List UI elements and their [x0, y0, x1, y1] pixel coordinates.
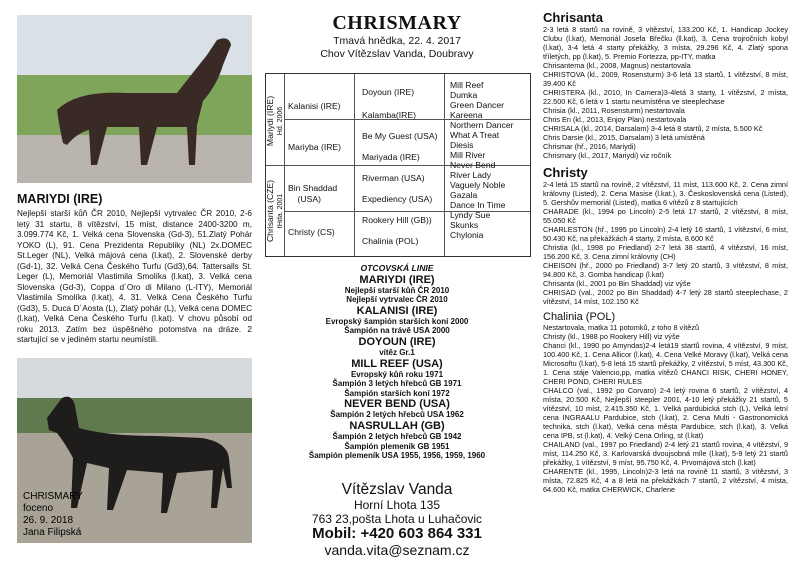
g3-0: Doyoun (IRE) [362, 87, 415, 97]
christy-text: 2-4 letá 15 startů na rovině, 2 vítězství, 11 míst, 113.600 Kč, 2. Cena zimní královny (Listed), 2. Cena Masise (l.kat.), 3. Československá cena (Listed), 5. Gershův memoriál (Listed), matka 6 vítězů z 8 startujících [543, 180, 788, 207]
left-text-block [17, 192, 252, 346]
contact-email[interactable]: vanda.vita@seznam.cz [324, 542, 470, 558]
g2-3: Christy (CS) [288, 227, 335, 237]
sire-line: OTCOVSKÁ LINIE MARIYDI (IRE) Nejlepší starší kůň ČR 2010 Nejlepší vytrvalec ČR 2010 KALANISI (IRE) Evropský šampión starších koní 2000 Šampión na trávě USA 2000 DOYOUN (IRE) vítěz Gr.1 MILL REEF (USA) Evropský kůň roku 1971 Šampión 3 letých hřebců GB 1971 Šampión starších koní 1972 NEVER BEND (USA) Šampión 2 letých hřebců USA 1962 NASRULLAH (GB) Šampión 2 letých hřebců GB 1942 Šampión plemeník GB 1951 Šampión plemeník USA 1955, 1956, 1959, 1960 [262, 264, 532, 461]
christy-offspring: CHARADE (kl., 1994 po Lincoln) 2-5 letá 17 startů, 2 vítězství, 8 míst, 55.050 Kč CHARLESTON (hř., 1995 po Lincoln) 2-4 letý 16 startů, 1 vítězství, 6 míst, 50.430 Kč, na překážkách 4 starty, 2 místa, 8.600 Kč Christia (kl., 1998 po Friedland) 2-7 letá 38 startů, 4 vítězství, 16 míst, 156.200 Kč, 3. Cena zimní královny (CH) CHEISON (hř., 2000 po Friedland) 3-7 letý 20 startů, 3 vítězství, 8 míst, 94.800 Kč, 3. Gomba handicap (l.kat) Chrisanta (kl., 2001 po Bin Shaddad) viz výše CHRISAD (val., 2002 po Bin Shaddad) 4-7 letý 28 startů steeplechase, 2 vítězství, 14 míst, 102.150 Kč [543, 207, 788, 306]
left-body: Nejlepší starší kůň ČR 2010, Nejlepší vytrvalec ČR 2010, 2-6 letý 31 startu, 8 vítězství, 15 míst, distance 2400-3200 m, 3.099.774 Kč, 1. Velká cena Slovenska (Gd-3), 51.Zlatý Pohár YOKO (L), 91. Cena Prezidenta Republiky (NL) 2x.DOMEC St.Leger (NL), Velká májová cena (l.kat), 2. Slovenské derby (Gd-1), 32. Velká Cena Českého Turfu (Gd3),64. Tattersalls St. Leger (L), Memoriál Vlastimila Smolíka (l.kat), 3. Velká cena Slovenska (Gd-3), Coppa d´Oro di Milano (L-ITY), Memoriál Vlastimila Smolíka (l.kat), 4. 31. Velká Cena Českého Turfu (Gd3), 5. Duca D´Aosta (L), Zlatý pohár (L), Velká cena DOMEC (l.kat), Velká Cena Českého Turfu (l.kat). V chovu působí od roku 2013. Zatím bez úspěšného potomstva na dráze. 2 startující se v jediném startu neumístili. [17, 209, 252, 344]
horse-photo-bottom [17, 358, 252, 543]
caption-name: CHRISMARY [23, 491, 83, 502]
sire-line-label: OTCOVSKÁ LINIE [360, 263, 434, 273]
g3-4: Riverman (USA) [362, 173, 425, 183]
contact-name: Vítězslav Vanda [341, 481, 453, 498]
contact-mobile: Mobil: +420 603 864 331 [312, 525, 482, 542]
chrisanta-offspring: Chrisantema (kl., 2008, Magnus) nestartovala CHRISTOVA (kl., 2009, Rosensturm) 3-6 letá 13 startů, 1 vítězství, 8 míst, 39.400 Kč CHRISTERA (kl., 2010, In Camera)3-4letá 3 starty, 1 vítězství, 2 místa, 22.500 Kč, 6 letá v 1 startu neumístěna ve steeplechase Chrisia (kl., 2011, Rosensturm) nestartovala Chris En (kl., 2013, Enjoy Plan) nestartovala CHRISALA (kl., 2014, Darsalam) 3-4 letá 8 startů, 2 místa, 5.500 Kč Chris Darsie (kl., 2015, Darsalam) 3 letá umístěná Chrismar (hř., 2016, Mariydi) Chrismary (kl., 2017, Mariydi) viz ročník [543, 61, 788, 160]
caption-author: Jana Filipská [23, 527, 82, 538]
g2-1: Mariyba (IRE) [288, 142, 342, 152]
center-header [262, 12, 532, 61]
photo-caption [23, 491, 83, 539]
pedigree-table [265, 73, 531, 257]
chalinia-heading: Chalinia (POL) [543, 311, 616, 323]
contact-block [262, 481, 532, 558]
contact-address2: 763 23,pošta Lhota u Luhačovic [311, 512, 483, 526]
right-column [543, 10, 788, 494]
chalinia-offspring: Christy (kl., 1988 po Rookery Hill) viz výše Chanci (kl., 1990 po Amyndas)2-4 letá19 startů rovina, 4 vítězství, 9 míst, 100.400 Kč, 1. Cena Allicor (l.kat), 4. Cena Velké Moravy (l.kat), Velká cena Microsoftu (l.kat), 5-8 letá 15 startů překážky, 2 vítězství, 5 míst, 43.300 Kč, 1. Cena stáje Valencio,pp, matka vítězů CHANCI RISK, CHERI HONEY, CHERI POND, CHERI RULES CHALCO (val., 1992 po Corvaro) 2-4 letý rovina 6 startů, 2 vítězství, 4 místa, 20.500 Kč, Nejlepší steepler 2001, 4-10 letý překážky 21 startů, 5 vítězství, 10 míst, 2.415.350 Kč, 1. Velká pardubická stch (L), Velká letní cena INGRAALU Pardubice, stch (l.kat), 2. Cena Multi - Gastronomická technika, stch (l.kat), Velká cena města Pardubice, stch (l.kat), 3. Velká cena IPB, st (l.kat), 4. Velký Cena Orling, st (l.kat) CHAILAND (val., 1997 po Friedland) 2-4 letý 21 startů rovina, 4 vítězství, 9 míst, 114.250 Kč, 3. Karlovarská dvoujsobná míle (l.kat), 5-9 letý 21 startů překážky, 1 vítězství, 9 míst, 95.750 Kč, 4. Prvomájová stch (l.kat) CHARENTE (kl., 1995, Lincoln)2-3 letá na rovině 11 startů, 3 vítězství, 3 místa, 72.825 Kč, 4 a 8 letá na překážkách 7 startů, 2 vítězství, 4 místa, 64.600 Kč, matka CHERWICK, Charlene [543, 332, 788, 494]
caption-date: 26. 9. 2018 [23, 515, 74, 526]
dam-label: Chrisanta (CZE) tHda. 2001 [265, 179, 284, 243]
contact-address1: Horní Lhota 135 [353, 498, 441, 512]
g2-2: Bin Shaddad (USA) [288, 183, 338, 204]
chrisanta-text: 2-3 letá 8 startů na rovině, 3 vítězství, 133.200 Kč, 1. Handicap Jockey Clubu (l.kat), Memoriál Josefa Břečku (ll.kat), 3. Cena trojročních kobyl (l.kat), 3-4 letá 4 starty překážky, 3 místa, 29.296 Kč, 4. Zlatý spona tříletých, pp (l.kat), 5. Premio Fortezza, pp-ITY, matka [543, 25, 788, 61]
page-title: CHRISMARY [332, 12, 462, 34]
g3-1: Kalamba(IRE) [362, 110, 416, 120]
sire-label: Mariydi (IRE) Hd. 2006 [265, 95, 284, 147]
g3-3: Mariyada (IRE) [362, 152, 420, 162]
g3-6: Rookery Hill (GB)) [362, 215, 432, 225]
left-heading: MARIYDI (IRE) [17, 192, 103, 206]
subtitle-line2: Chov Vítězslav Vanda, Doubravy [320, 48, 474, 60]
chrisanta-heading: Chrisanta [543, 10, 603, 25]
subtitle-line1: Tmavá hnědka, 22. 4. 2017 [333, 35, 461, 47]
g4-list: Mill Reef Dumka Green Dancer Kareena Northern Dancer What A Treat Diesis Mill River Never Bend River Lady Vaguely Noble Gazala Dance In Time Lyndy Sue Skunks Chylonia [450, 80, 514, 240]
g2-0: Kalanisi (IRE) [288, 101, 341, 111]
g3-2: Be My Guest (USA) [362, 131, 438, 141]
caption-line2: foceno [23, 503, 54, 514]
christy-heading: Christy [543, 165, 588, 180]
horse-photo-top [17, 15, 252, 183]
chalinia-text: Nestartovala, matka 11 potomků, z toho 8 vítězů [543, 323, 700, 332]
g3-5: Expediency (USA) [362, 194, 433, 204]
g3-7: Chalinia (POL) [362, 236, 419, 246]
